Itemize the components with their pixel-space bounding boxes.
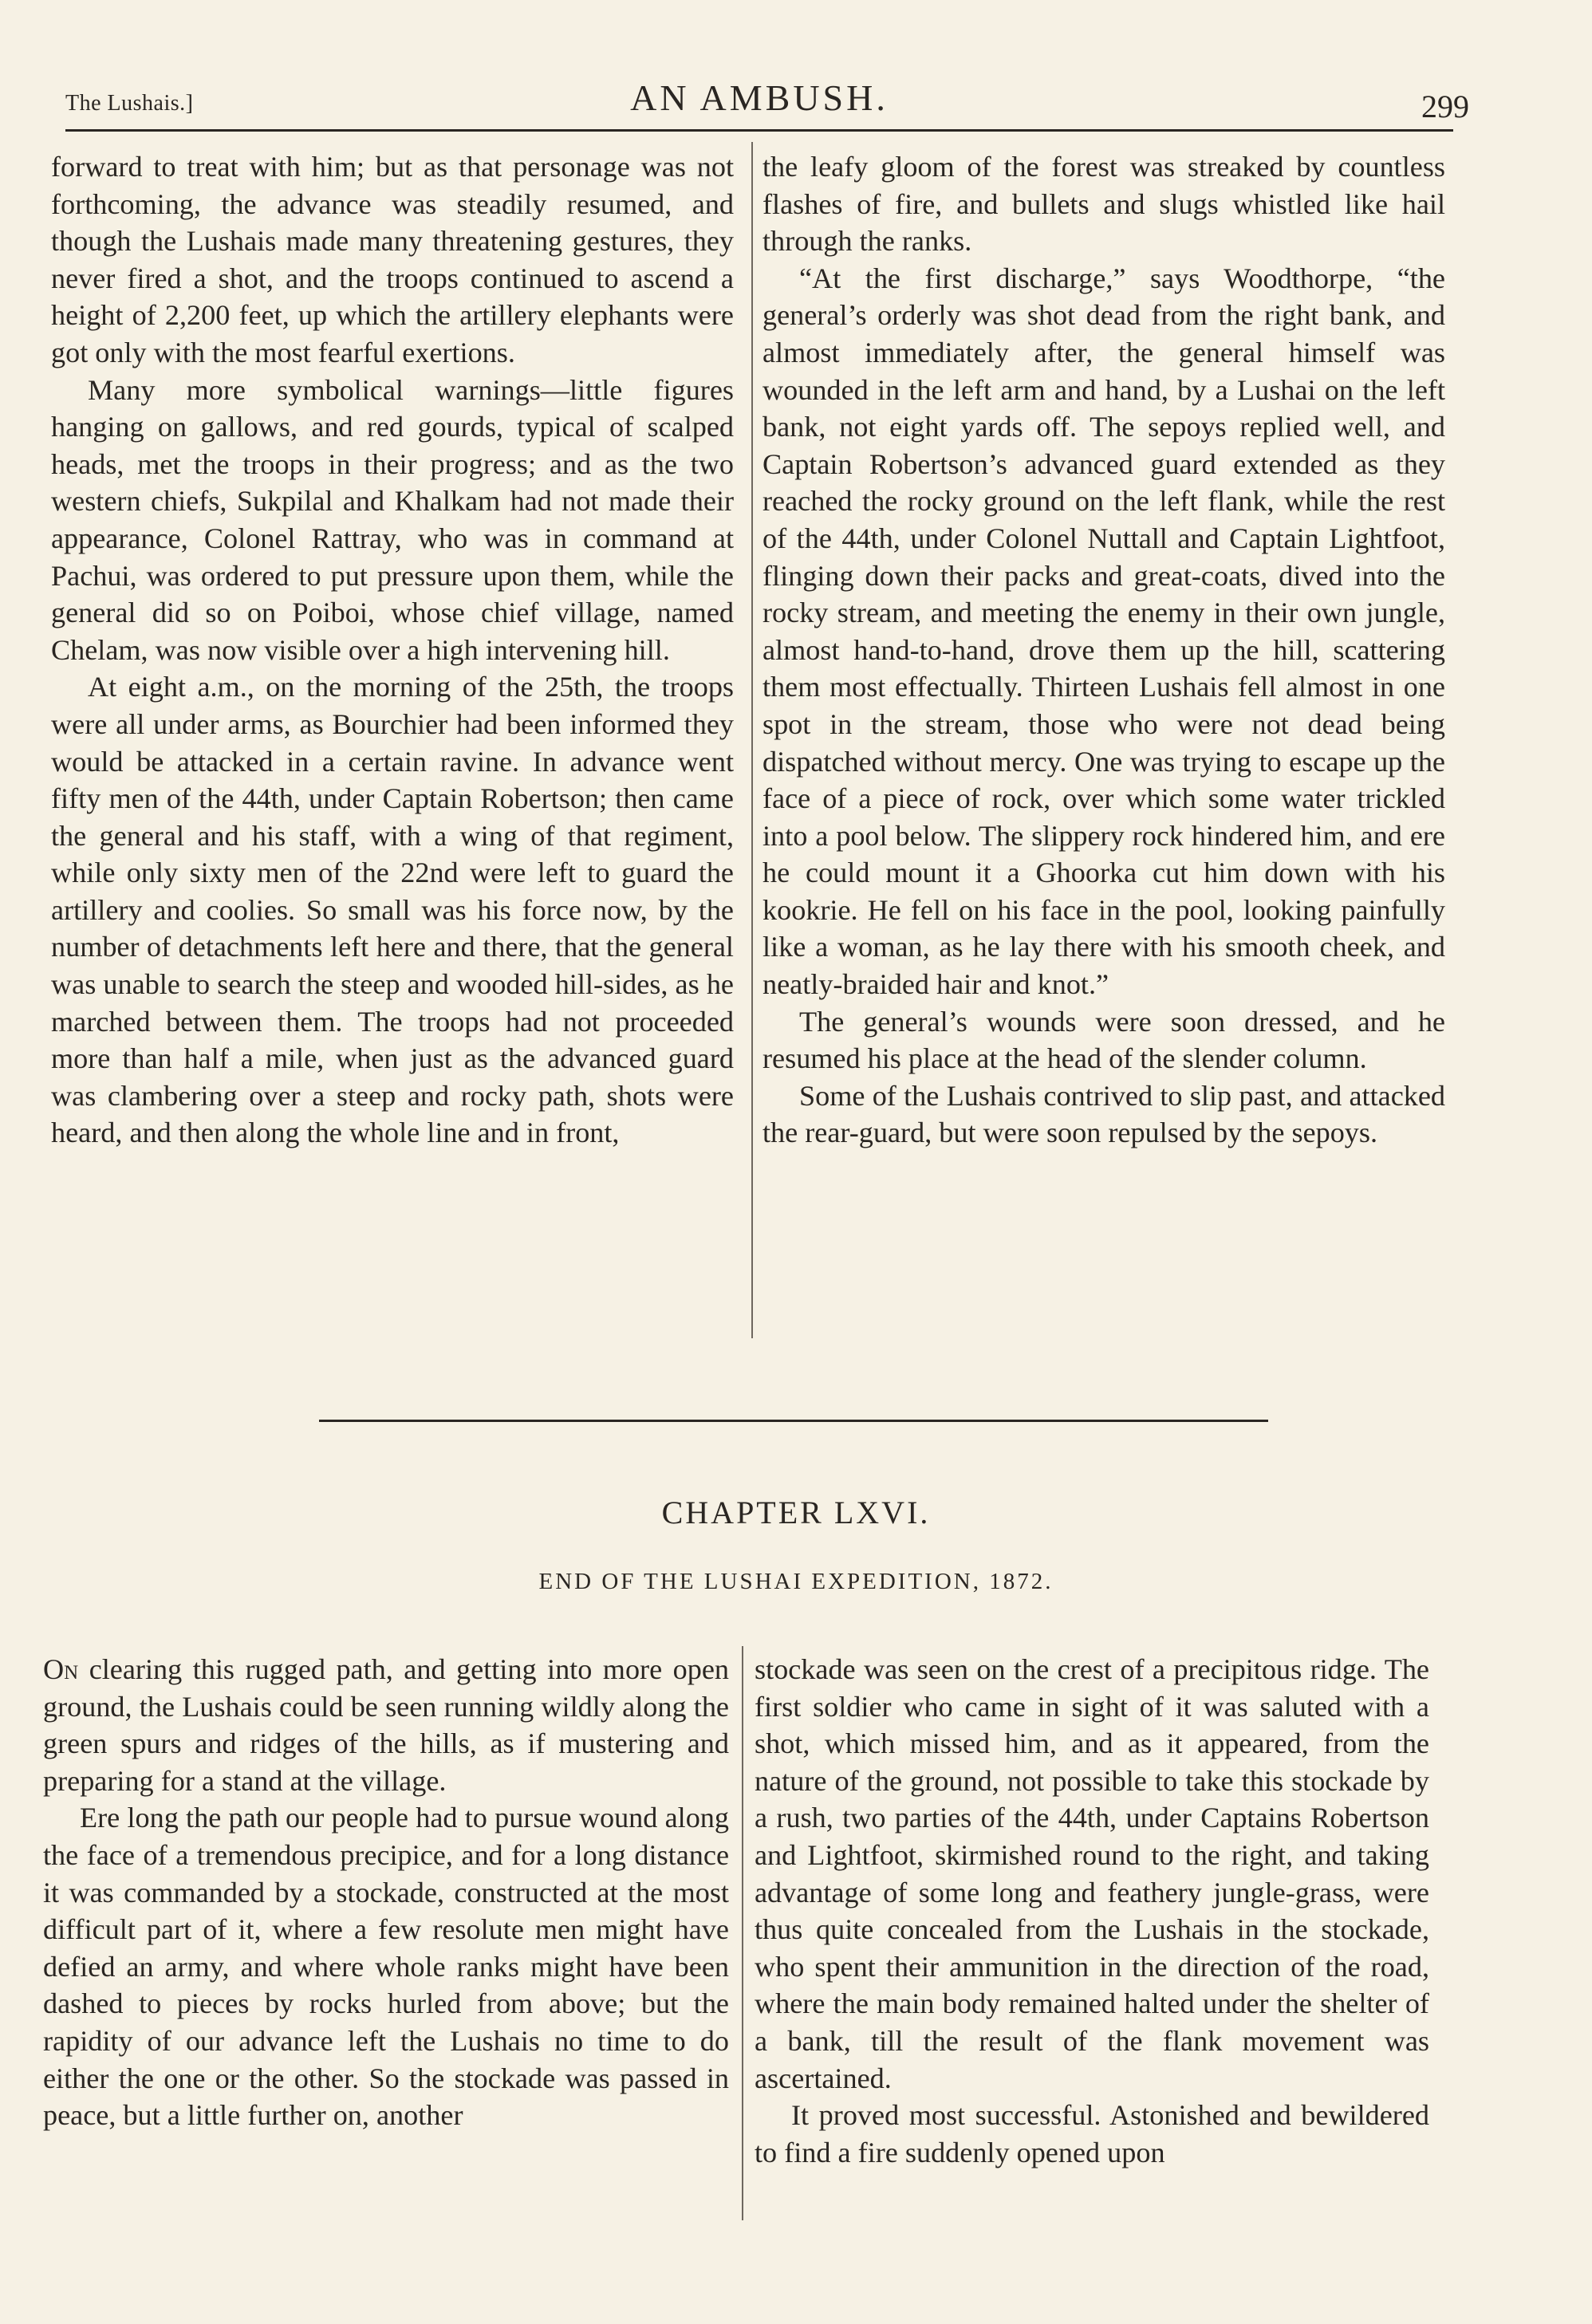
paragraph: At eight a.m., on the morning of the 25th, the troops were all under arms, as Bourchier had been informed they would be attacked in a certain ravine. In advance went fifty men of the 44th, under Captain Robertson; then came the general and his staff, with a wing of that regiment, while only sixty men of the 22nd were left to guard the artillery and coolies. So small was his force now, by the number of detachments left here and there, that the general was unable to search the steep and wooded hill-sides, as he marched between them. The troops had not proceeded more than half a mile, when just as the advanced guard was clambering over a steep and rocky path, shots were heard, and then along the whole line and in front, — [51, 671, 734, 1149]
header-rule — [65, 129, 1453, 132]
chapter-subtitle: END OF THE LUSHAI EXPEDITION, 1872. — [538, 1569, 1054, 1594]
paragraph-text: clearing this rugged path, and getting into more open ground, the Lushais could be seen running wildly along the green spurs and ridges of the hills, as if mustering and preparing for a stand at the village. — [43, 1653, 729, 1797]
paragraph: The general’s wounds were soon dressed, and he resumed his place at the head of the slender column. — [763, 1005, 1445, 1075]
paragraph: Ere long the path our people had to pursue wound along the face of a tremendous precipice, and for a long distance it was commanded by a stockade, constructed at the most difficult part of it, where a few resolute men might have defied an army, and where whole ranks might have been dashed to pieces by rocks hurled from above; but the rapidity of our advance left the Lushais no time to do either the one or the other. So the stockade was passed in peace, but a little further on, another — [43, 1802, 729, 2132]
paragraph — [43, 1651, 729, 1799]
column-divider — [751, 142, 753, 1338]
chapter-title: CHAPTER LXVI. — [661, 1495, 931, 1530]
paragraph: the leafy gloom of the forest was streaked by countless flashes of fire, and bullets and slugs whistled like hail through the ranks. — [763, 151, 1445, 258]
column-top-left — [51, 148, 734, 1152]
paragraph: It proved most successful. Astonished and bewildered to find a fire suddenly opened upon — [755, 2099, 1429, 2168]
paragraph: “At the first discharge,” says Woodthorpe, “the general’s orderly was shot dead from the right bank, and almost immediately after, the general himself was wounded in the left arm and hand, by a Lushai on the left bank, not eight yards off. The sepoys replied well, and Captain Robertson’s advanced guard extended as they reached the rocky ground on the left flank, while the rest of the 44th, under Colonel Nuttall and Captain Lightfoot, flinging down their packs and great-coats, dived into the rocky stream, and meeting the enemy in their own jungle, almost hand-to-hand, drove them up the hill, scattering them most effectually. Thirteen Lushais fell almost in one spot in the stream, those who were not dead being dispatched without mercy. One was trying to escape up the face of a piece of rock, over which some water trickled into a pool below. The slippery rock hindered him, and ere he could mount it a Ghoorka cut him down with his kookrie. He fell on his face in the pool, looking painfully like a woman, as he lay there with his smooth cheek, and neatly-braided hair and knot.” — [763, 262, 1445, 1001]
column-bottom-right — [755, 1651, 1429, 2171]
column-divider — [742, 1646, 743, 2220]
running-head — [65, 77, 1469, 132]
chapter-rule — [319, 1420, 1268, 1422]
paragraph: forward to treat with him; but as that personage was not forthcoming, the advance was steadily resumed, and though the Lushais made many threatening gestures, they never fired a shot, and the troops continued to ascend a height of 2,200 feet, up which the artillery elephants were got only with the most fearful exertions. — [51, 151, 734, 368]
column-top-right — [763, 148, 1445, 1152]
page-title: AN AMBUSH. — [630, 77, 889, 118]
paragraph: Many more symbolical warnings—little figures hanging on gallows, and red gourds, typical of scalped heads, met the troops in their progress; and as the two western chiefs, Sukpilal and Khalkam had not made their appearance, Colonel Rattray, who was in command at Pachui, was ordered to put pressure upon them, while the general did so on Poiboi, whose chief village, named Chelam, was now visible over a high intervening hill. — [51, 373, 734, 666]
paragraph: stockade was seen on the crest of a precipitous ridge. The first soldier who came in sight of it was saluted with a shot, which missed him, and as it appeared, from the nature of the ground, not possible to take this stockade by a rush, two parties of the 44th, under Captains Robertson and Lightfoot, skirmished round to the right, and taking advantage of some long and feathery jungle-grass, were thus quite concealed from the Lushais in the stockade, who spent their ammunition in the direction of the road, where the main body remained halted under the shelter of a bank, till the result of the flank movement was ascertained. — [755, 1653, 1429, 2094]
page-number: 299 — [1421, 89, 1469, 124]
section-label: The Lushais.] — [65, 91, 194, 116]
paragraph: Some of the Lushais contrived to slip past, and attacked the rear-guard, but were soon repulsed by the sepoys. — [763, 1079, 1445, 1149]
column-bottom-left — [43, 1651, 729, 2134]
drop-word: On — [43, 1653, 79, 1685]
